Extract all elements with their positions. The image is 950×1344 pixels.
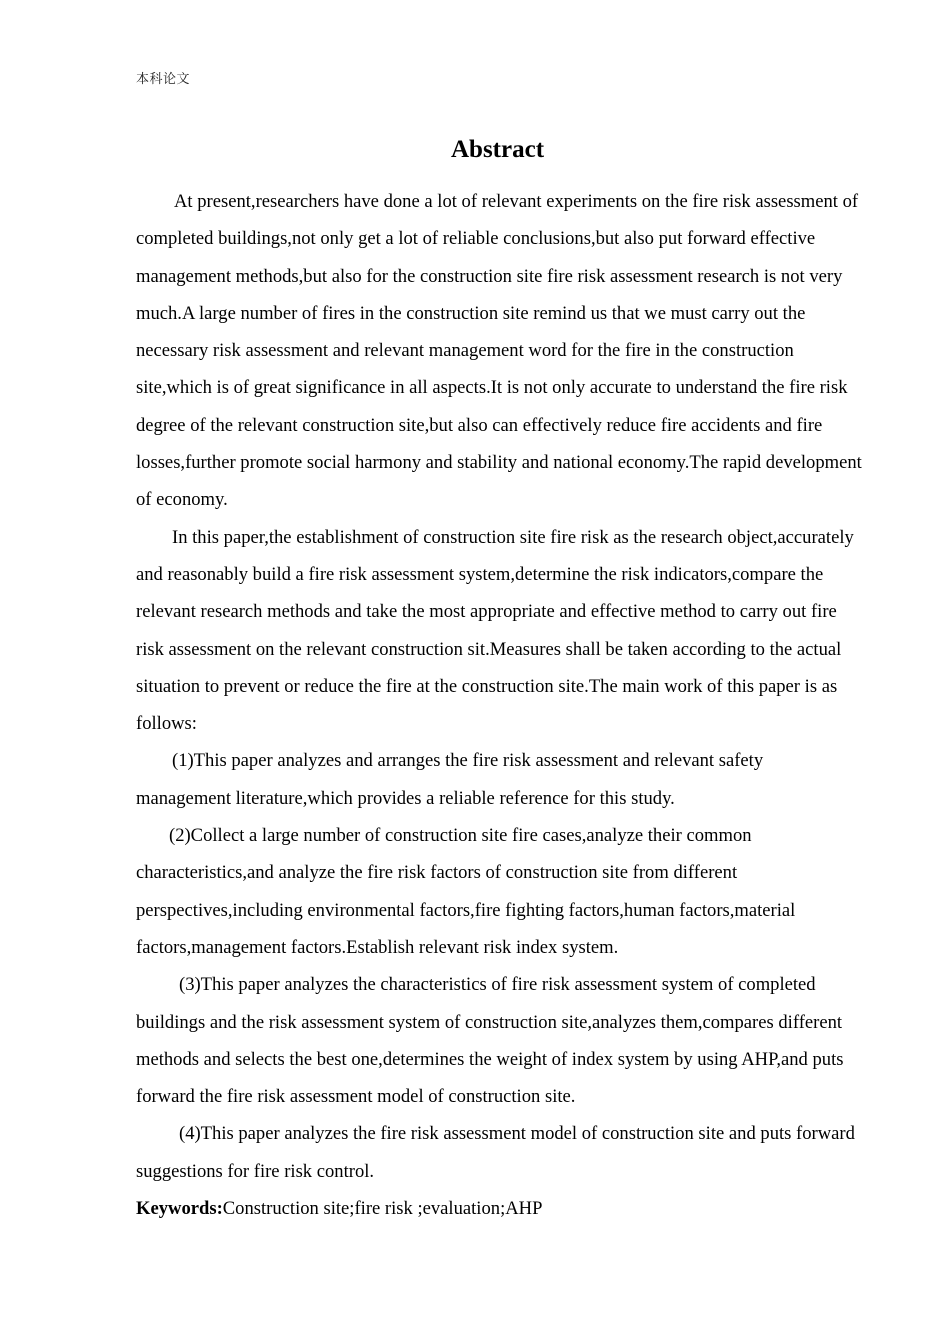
keywords-text: Construction site;fire risk ;evaluation;AHP bbox=[222, 1198, 543, 1220]
abstract-title: Abstract bbox=[450, 136, 545, 163]
abstract-paragraph-1: At present,researchers have done a lot of relevant experiments on the fire risk assessment of completed buildings,not only get a lot of reliable conclusions,but also put forward effective management methods,but also for the construction site fire risk assessment research is not very much.A large number of fires in the construction site remind us that we must carry out the necessary risk assessment and relevant management word for the fire in the construction site,which is of great significance in all aspects.It is not only accurate to understand the fire risk degree of the relevant construction site,but also can effectively reduce fire accidents and fire losses,further promote social harmony and stability and national economy.The rapid development of economy. bbox=[136, 191, 862, 511]
keywords-line bbox=[136, 1190, 862, 1227]
keywords-label: Keywords: bbox=[136, 1198, 223, 1220]
work-item-3: (3)This paper analyzes the characteristics of fire risk assessment system of completed buildings and the risk assessment system of construction site,analyzes them,compares different methods and selects the best one,determines the weight of index system by using AHP,and puts forward the fire risk assessment model of construction site. bbox=[136, 974, 844, 1108]
work-item-2: (2)Collect a large number of construction site fire cases,analyze their common characteristics,and analyze the fire risk factors of construction site from different perspectives,including environmental factors,fire fighting factors,human factors,material factors,management factors.Establish relevant risk index system. bbox=[136, 825, 796, 958]
abstract-paragraph-2: In this paper,the establishment of construction site fire risk as the research object,accurately and reasonably build a fire risk assessment system,determine the risk indicators,compare the relevant research methods and take the most appropriate and effective method to carry out fire risk assessment on the relevant construction sit.Measures shall be taken according to the actual situation to prevent or reduce the fire at the construction site.The main work of this paper is as follows: bbox=[136, 526, 854, 735]
running-header: 本科论文 bbox=[136, 72, 191, 87]
work-item-4: (4)This paper analyzes the fire risk assessment model of construction site and puts forward suggestions for fire risk control. bbox=[136, 1123, 855, 1182]
work-item-1: (1)This paper analyzes and arranges the fire risk assessment and relevant safety management literature,which provides a reliable reference for this study. bbox=[136, 750, 764, 809]
abstract-body bbox=[136, 183, 862, 1227]
